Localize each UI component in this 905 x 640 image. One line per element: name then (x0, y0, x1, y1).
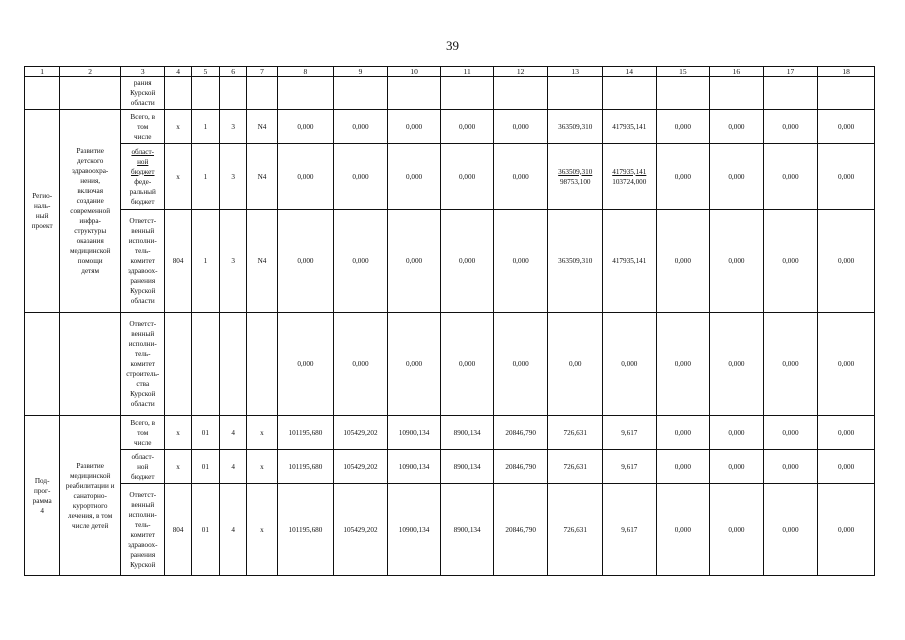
table-cell: 20846,790 (493, 450, 548, 484)
table-cell: 0,000 (818, 210, 875, 313)
table-cell: 0,000 (818, 484, 875, 576)
table-cell: 105429,202 (334, 484, 388, 576)
header-cell: 18 (818, 67, 875, 77)
table-row (25, 313, 875, 416)
table-cell: х (247, 484, 277, 576)
table-cell: 726,631 (548, 450, 603, 484)
table-cell: 726,631 (548, 484, 603, 576)
table-cell (656, 77, 710, 110)
table-cell: 1 (191, 144, 219, 210)
table-row (25, 416, 875, 450)
table-cell: 8900,134 (441, 416, 494, 450)
row-category: Под- прог- рамма 4 (25, 416, 60, 576)
table-cell (165, 313, 191, 416)
table-row (25, 210, 875, 313)
table-cell: 4 (220, 450, 247, 484)
table-cell: х (165, 144, 191, 210)
table-cell: 0,000 (387, 210, 441, 313)
table-cell: 0,000 (763, 416, 818, 450)
header-cell: 6 (220, 67, 247, 77)
table-cell (277, 77, 334, 110)
table-cell: х (247, 416, 277, 450)
table-cell: 10900,134 (387, 416, 441, 450)
table-cell: 0,000 (334, 144, 388, 210)
table-cell: 0,000 (710, 416, 764, 450)
table-cell: 01 (191, 484, 219, 576)
table-cell: 363509,310 98753,100 (548, 144, 603, 210)
table-cell: 0,000 (656, 416, 710, 450)
table-cell: 0,000 (818, 144, 875, 210)
table-cell: 3 (220, 144, 247, 210)
table-cell: 0,000 (277, 110, 334, 144)
table-cell: 0,000 (710, 450, 764, 484)
row-label: Ответст- венный исполни- тель- комитет здравоох- ранения Курской области (121, 210, 165, 313)
table-row (25, 484, 875, 576)
table-cell: 0,000 (763, 110, 818, 144)
table-row (25, 110, 875, 144)
table-cell: 0,000 (441, 144, 494, 210)
header-cell: 15 (656, 67, 710, 77)
header-cell: 8 (277, 67, 334, 77)
table-cell: 0,000 (334, 210, 388, 313)
table-cell: 0,000 (818, 416, 875, 450)
table-cell: 417935,141 (603, 110, 657, 144)
table-cell (334, 77, 388, 110)
table-cell: 0,000 (818, 450, 875, 484)
table-cell: 0,000 (493, 144, 548, 210)
table-cell: 363509,310 (548, 210, 603, 313)
budget-table (24, 66, 875, 576)
table-cell: 01 (191, 450, 219, 484)
table-cell: 0,000 (818, 313, 875, 416)
table-cell: 0,000 (656, 210, 710, 313)
table-cell: 1 (191, 110, 219, 144)
table-cell: 0,000 (387, 144, 441, 210)
table-cell: 3 (220, 210, 247, 313)
table-cell: 0,000 (334, 110, 388, 144)
header-cell: 7 (247, 67, 277, 77)
table-cell: 0,000 (493, 210, 548, 313)
page-number: 39 (446, 38, 459, 53)
table-row (25, 77, 875, 110)
table-cell: 0,000 (277, 144, 334, 210)
table-cell (441, 77, 494, 110)
table-cell (818, 77, 875, 110)
header-cell: 9 (334, 67, 388, 77)
table-cell: 105429,202 (334, 450, 388, 484)
table-cell: 0,000 (763, 210, 818, 313)
table-cell (603, 77, 657, 110)
table-cell: N4 (247, 144, 277, 210)
table-cell (191, 313, 219, 416)
table-cell: 417935,141 (603, 210, 657, 313)
table-cell: 101195,680 (277, 484, 334, 576)
table-row (25, 144, 875, 210)
table-cell: 0,000 (763, 450, 818, 484)
table-cell (493, 77, 548, 110)
table-cell: 0,000 (710, 144, 764, 210)
table-cell: N4 (247, 210, 277, 313)
table-cell (25, 77, 60, 110)
table-cell: 0,00 (548, 313, 603, 416)
header-cell: 10 (387, 67, 441, 77)
table-cell: 10900,134 (387, 484, 441, 576)
table-cell: 363509,310 (548, 110, 603, 144)
table-cell: 0,000 (656, 313, 710, 416)
header-cell: 3 (121, 67, 165, 77)
table-cell: х (165, 416, 191, 450)
header-cell: 17 (763, 67, 818, 77)
row-label: Всего, в том числе (121, 416, 165, 450)
header-row (25, 67, 875, 77)
table-cell: 0,000 (656, 110, 710, 144)
table-cell: 804 (165, 484, 191, 576)
table-cell (191, 77, 219, 110)
header-cell: 1 (25, 67, 60, 77)
table-cell: 0,000 (656, 450, 710, 484)
header-cell: 2 (60, 67, 121, 77)
header-cell: 13 (548, 67, 603, 77)
row-description: Развитие детского здравоохра- нения, включая создание современной инфра- структуры оказания медицинской помощи детям (60, 110, 121, 313)
table-cell: 0,000 (763, 144, 818, 210)
row-label: Ответст- венный исполни- тель- комитет строитель- ства Курской области (121, 313, 165, 416)
table-cell: 20846,790 (493, 416, 548, 450)
header-cell: 12 (493, 67, 548, 77)
table-cell: 0,000 (710, 210, 764, 313)
table-cell: 0,000 (441, 313, 494, 416)
table-cell: х (247, 450, 277, 484)
table-cell: 0,000 (277, 313, 334, 416)
table-cell: 8900,134 (441, 450, 494, 484)
table-cell (763, 77, 818, 110)
header-cell: 14 (603, 67, 657, 77)
table-cell: 9,617 (603, 450, 657, 484)
table-cell: 0,000 (387, 110, 441, 144)
table-cell: 10900,134 (387, 450, 441, 484)
table-cell: N4 (247, 110, 277, 144)
table-cell: 0,000 (710, 110, 764, 144)
table-cell (60, 313, 121, 416)
table-cell: 9,617 (603, 416, 657, 450)
table-cell: 01 (191, 416, 219, 450)
table-cell: 0,000 (277, 210, 334, 313)
row-label: рания Курской области (121, 77, 165, 110)
table-cell: 417935,141 103724,000 (603, 144, 657, 210)
table-cell: 726,631 (548, 416, 603, 450)
row-description: Развитие медицинской реабилитации и санаторно- курортного лечения, в том числе детей (60, 416, 121, 576)
table-cell: 0,000 (763, 484, 818, 576)
table-cell: 0,000 (710, 484, 764, 576)
table-cell: 1 (191, 210, 219, 313)
table-cell: х (165, 110, 191, 144)
table-cell: 0,000 (656, 484, 710, 576)
table-cell: 0,000 (656, 144, 710, 210)
table-cell: 105429,202 (334, 416, 388, 450)
row-label: област- ной бюджет феде- ральный бюджет (121, 144, 165, 210)
table-cell (247, 313, 277, 416)
table-cell: 0,000 (441, 110, 494, 144)
table-cell (710, 77, 764, 110)
table-cell (220, 313, 247, 416)
table-cell (247, 77, 277, 110)
table-cell: 4 (220, 416, 247, 450)
table-cell: 0,000 (493, 313, 548, 416)
table-cell: 0,000 (493, 110, 548, 144)
table-cell (165, 77, 191, 110)
row-category: Регио- наль- ный проект (25, 110, 60, 313)
row-label: Ответст- венный исполни- тель- комитет здравоох- ранения Курской (121, 484, 165, 576)
row-label: Всего, в том числе (121, 110, 165, 144)
table-cell: 4 (220, 484, 247, 576)
table-cell: х (165, 450, 191, 484)
table-cell: 101195,680 (277, 450, 334, 484)
table-cell: 101195,680 (277, 416, 334, 450)
table-cell (548, 77, 603, 110)
table-cell (60, 77, 121, 110)
header-cell: 16 (710, 67, 764, 77)
header-cell: 11 (441, 67, 494, 77)
table-cell: 804 (165, 210, 191, 313)
table-cell: 0,000 (818, 110, 875, 144)
table-cell: 8900,134 (441, 484, 494, 576)
table-cell: 0,000 (387, 313, 441, 416)
table-row (25, 450, 875, 484)
table-cell (387, 77, 441, 110)
row-label: област- ной бюджет (121, 450, 165, 484)
header-cell: 5 (191, 67, 219, 77)
table-cell: 0,000 (710, 313, 764, 416)
table-cell: 0,000 (334, 313, 388, 416)
table-cell: 20846,790 (493, 484, 548, 576)
table-cell (220, 77, 247, 110)
table-cell: 3 (220, 110, 247, 144)
table-cell: 0,000 (441, 210, 494, 313)
table-cell: 0,000 (763, 313, 818, 416)
table-cell (25, 313, 60, 416)
table-cell: 9,617 (603, 484, 657, 576)
table-cell: 0,000 (603, 313, 657, 416)
header-cell: 4 (165, 67, 191, 77)
